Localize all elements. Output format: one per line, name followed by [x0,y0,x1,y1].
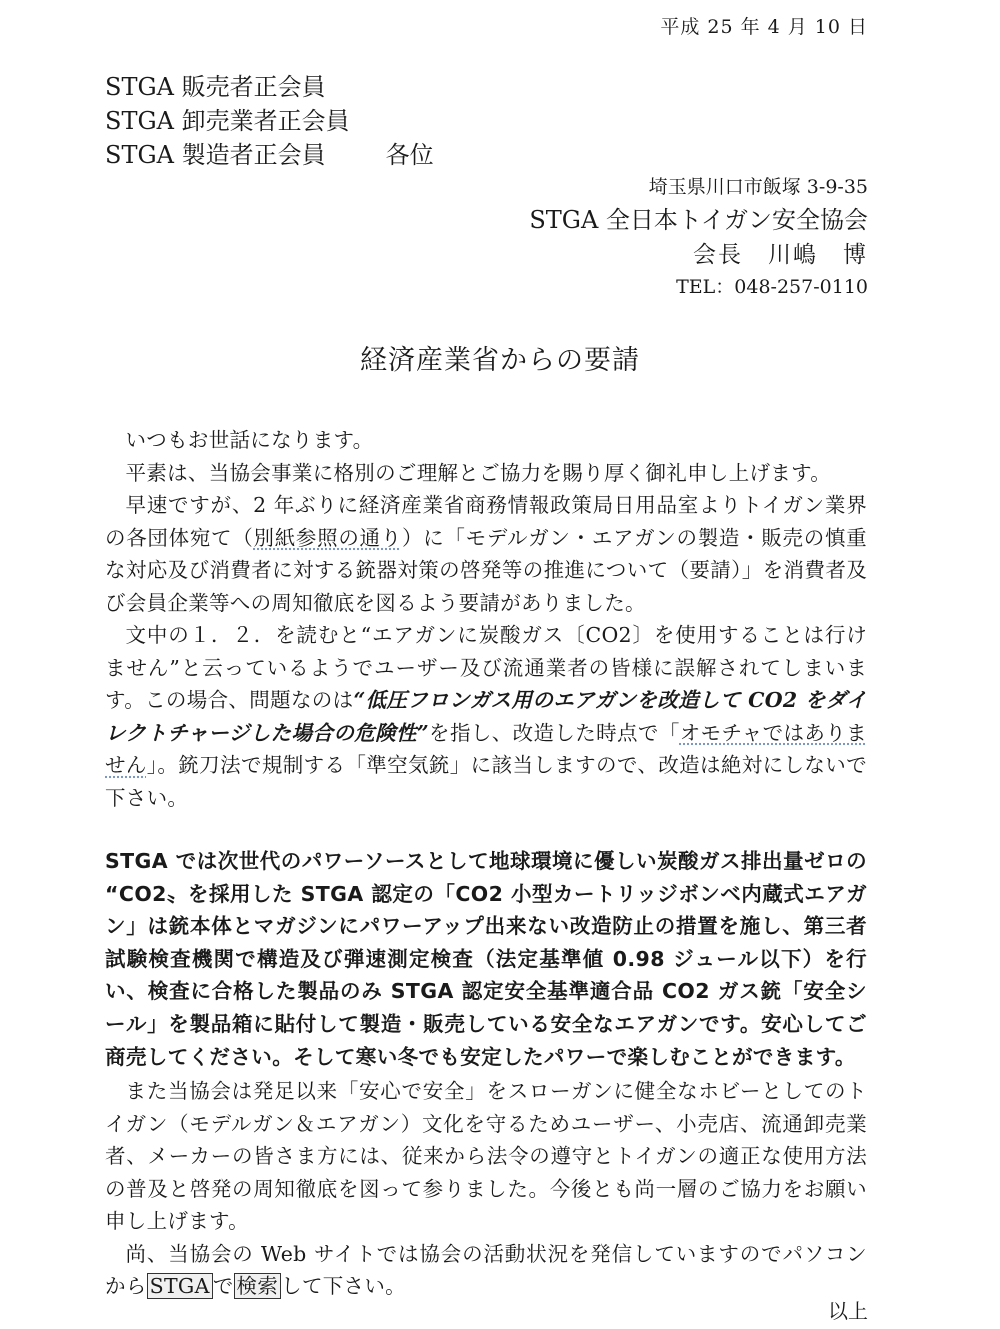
paragraph-text: 尚、当協会の Web サイトでは協会の活動状況を発信していますのでパソコンから [105,1241,867,1298]
paragraph [105,1238,867,1303]
underlined-phrase: オモチャではありません [105,720,867,777]
paragraph-text: 文中の１．２．を読むと“エアガンに炭酸ガス〔CO2〕を使用することは行けません”と云っているようでユーザー及び流通業者の皆様に誤解されてしまいます。この場合、問題なのは [105,623,867,712]
recipient-line [105,138,434,172]
recipient-line-text: STGA 製造者正会員 [105,141,326,169]
paragraph: いつもお世話になります。 [125,428,374,452]
paragraph: 平素は、当協会事業に格別のご理解とご協力を賜り厚く御礼申し上げます。 [125,460,832,485]
recipient-line: STGA 販売者正会員 [105,73,326,101]
recipient-line: STGA 卸売業者正会員 [105,107,350,135]
bold-paragraph: STGA では次世代のパワーソースとして地球環境に優しい炭酸ガス排出量ゼロの “CO2〟を採用した STGA 認定の「CO2 小型カートリッジボンベ内蔵式エアガン」は銃本体とマガジンにパワーアップ出来ない改造防止の措置を施し、第三者試験検査機関で構造及び弾速測定検査（法定基準値 0.98 ジュール以下）を行い、検査に合格した製品のみ STGA 認定安全基準適合品 CO2 ガス銃「安全シール」を製品箱に貼付して製造・販売している安全なエアガンです。安心してご商売してください。そして寒い冬でも安定したパワーで楽しむことができます。 [105,849,867,1069]
letter-date: 平成 25 年 4 月 10 日 [660,16,868,38]
sender-address: 埼玉県川口市飯塚 3-9-35 [648,176,868,198]
paragraph-text: を指し、改造した時点で「 [428,720,680,745]
recipients-block [105,70,434,172]
recipient-honorific: 各位 [385,141,434,169]
search-keyword-box: STGA [147,1273,213,1299]
sender-president: 会長 川嶋 博 [693,242,868,268]
paragraph-text: ）に「モデルガン・エアガンの製造・販売の慎重な対応及び消費者に対する銃器対策の啓発等の推進について（要請）」を消費者及び会員企業等への周知徹底を図るよう要請がありました。 [105,525,867,615]
closing-word: 以上 [828,1299,868,1323]
body-text [105,424,867,814]
paragraph-text: して下さい。 [281,1274,406,1298]
attachment-reference: 別紙参照の通り [253,525,402,550]
document-title: 経済産業省からの要請 [360,345,640,376]
sender-organization: STGA 全日本トイガン安全協会 [529,206,868,234]
paragraph [105,619,867,814]
body-text-continued [105,1075,867,1303]
sender-telephone: TEL：048-257-0110 [676,276,868,298]
paragraph-text: 早速ですが、2 年ぶりに経済産業省商務情報政策局日用品室よりトイガン業界の各団体宛て（ [105,493,867,550]
paragraph-text: で [212,1274,234,1298]
sender-block [529,172,868,302]
search-button-box: 検索 [234,1273,282,1299]
emphasized-warning: “低圧フロンガス用のエアガンを改造して CO2 をダイレクトチャージした場合の危険性” [105,688,867,745]
paragraph: また当協会は発足以来「安心で安全」をスローガンに健全なホビーとしてのトイガン（モデルガン＆エアガン）文化を守るためユーザー、小売店、流通卸売業者、メーカーの皆さま方には、従来から法令の遵守とトイガンの適正な使用方法の普及と啓発の周知徹底を図って参りました。今後とも尚一層のご協力をお願い申し上げます。 [105,1079,867,1233]
paragraph-text: 」。銃刀法で規制する「準空気銃」に該当しますので、改造は絶対にしないで下さい。 [105,753,867,810]
paragraph [105,489,867,619]
